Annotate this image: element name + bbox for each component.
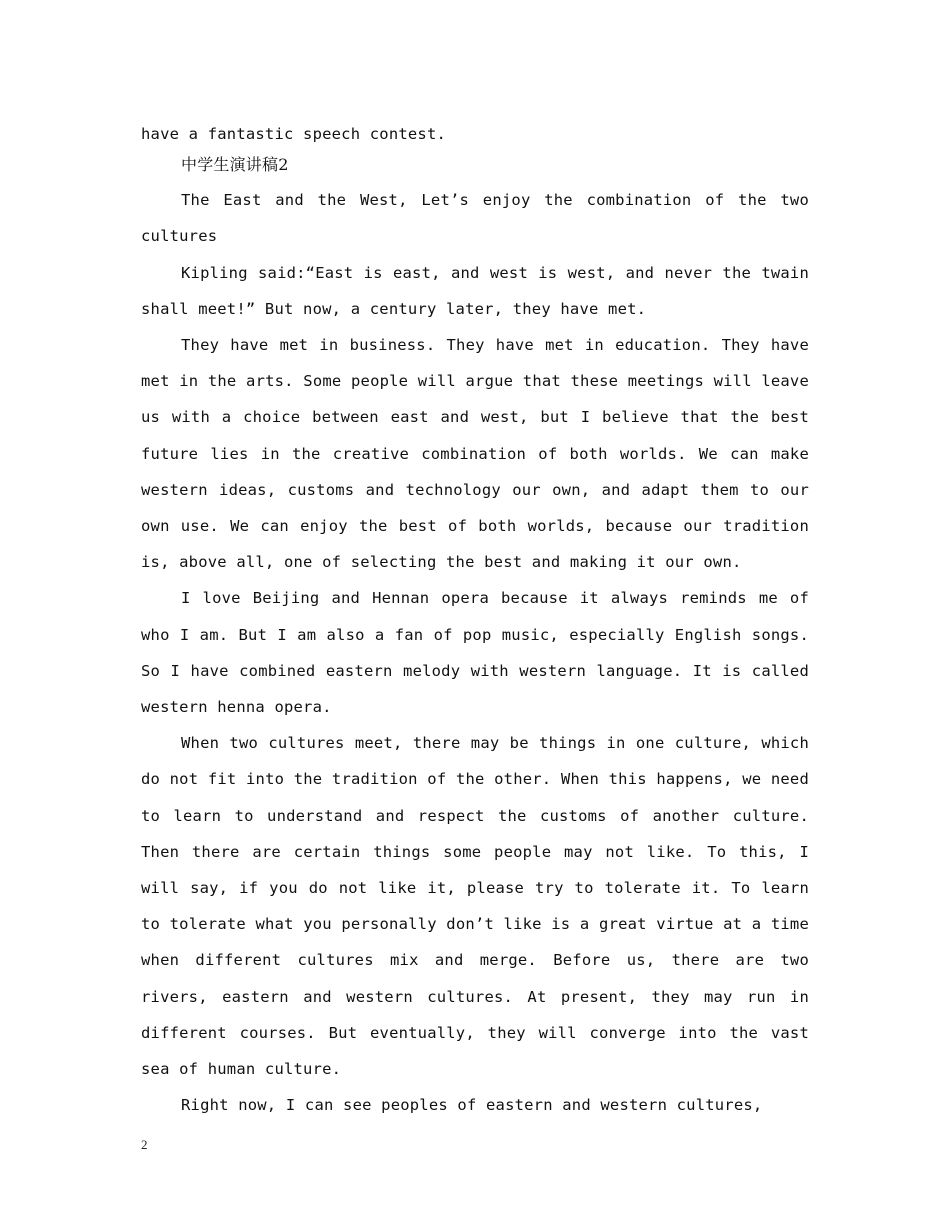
paragraph-two-cultures: When two cultures meet, there may be things in one culture, which do not fit into the tradition of the other. When this happens, we need to learn to understand and respect the customs of another culture. Then there are certain things some people may not like. To this, I will say, if you do not like it, please try to tolerate it. To learn to tolerate what you personally don’t like is a great virtue at a time when different cultures mix and merge. Before us, there are two rivers, eastern and western cultures. At present, they may run in different courses. But eventually, they will converge into the vast sea of human culture. — [141, 734, 809, 1079]
paragraph-kipling: Kipling said:“East is east, and west is west, and never the twain shall meet!” But now, a century later, they have met. — [141, 263, 809, 318]
page-number: 2 — [141, 1137, 148, 1152]
speech-title: 中学生演讲稿2 — [181, 155, 289, 175]
paragraph-title-line: The East and the West, Let’s enjoy the combination of the two cultures — [141, 191, 809, 246]
page-body — [141, 116, 809, 1123]
continuation-line: have a fantastic speech contest. — [141, 125, 447, 143]
paragraph-opera: I love Beijing and Hennan opera because it always reminds me of who I am. But I am also a fan of pop music, especially English songs. So I have combined eastern melody with western language. It is called western henna opera. — [141, 589, 809, 717]
paragraph-right-now: Right now, I can see peoples of eastern and western cultures, — [181, 1096, 763, 1115]
paragraph-met: They have met in business. They have met in education. They have met in the arts. Some people will argue that these meetings will leave us with a choice between east and west, but I believe that the best future lies in the creative combination of both worlds. We can make western ideas, customs and technology our own, and adapt them to our own use. We can enjoy the best of both worlds, because our tradition is, above all, one of selecting the best and making it our own. — [141, 336, 809, 572]
